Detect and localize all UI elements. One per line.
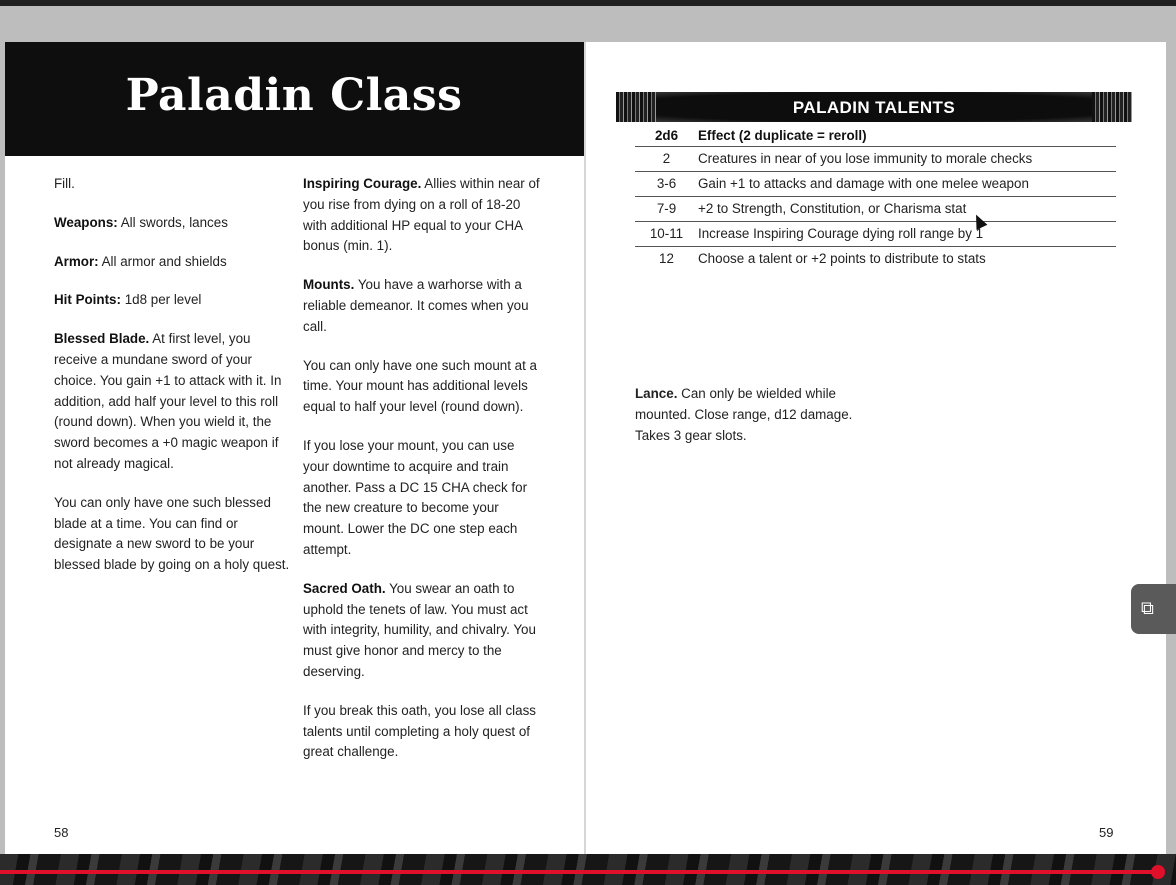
roll-cell: 10-11 bbox=[635, 222, 698, 247]
page-number: 59 bbox=[1099, 825, 1114, 840]
roll-column-header: 2d6 bbox=[635, 126, 698, 147]
left-page bbox=[5, 42, 585, 854]
page-number: 58 bbox=[54, 825, 69, 840]
table-row bbox=[635, 247, 1116, 272]
effect-cell: Choose a talent or +2 points to distribute to stats bbox=[698, 251, 986, 266]
paragraph: If you break this oath, you lose all class talents until completing a holy quest of great challenge. bbox=[303, 702, 536, 760]
talents-heading: PALADIN TALENTS bbox=[792, 98, 956, 117]
video-progress-bar[interactable] bbox=[0, 870, 1158, 874]
roll-cell: 3-6 bbox=[635, 172, 698, 197]
roll-cell: 2 bbox=[635, 147, 698, 172]
paragraph: If you lose your mount, you can use your downtime to acquire and train another. Pass a DC 15 CHA check for the new creature to become your mount. Lower the DC one step each attempt. bbox=[303, 437, 528, 557]
paragraph: Armor: All armor and shields bbox=[54, 253, 227, 269]
table-row bbox=[635, 147, 1116, 172]
left-column-1 bbox=[54, 174, 290, 594]
talents-banner bbox=[616, 92, 1132, 122]
roll-cell: 12 bbox=[659, 251, 674, 266]
paragraph: Inspiring Courage. Allies within near of you rise from dying on a roll of 18-20 with additional HP equal to your CHA bonus (min. 1). bbox=[303, 176, 540, 254]
paragraph: Mounts. You have a warhorse with a reliable demeanor. It comes when you call. bbox=[303, 277, 529, 334]
table-header-row bbox=[635, 126, 1116, 147]
roll-cell: 7-9 bbox=[635, 197, 698, 222]
effect-cell: Creatures in near of you lose immunity to morale checks bbox=[698, 147, 1116, 172]
miniplayer-icon: ⧉ bbox=[1141, 598, 1154, 618]
effect-column-header: Effect (2 duplicate = reroll) bbox=[698, 126, 1116, 147]
talents-table bbox=[635, 126, 1116, 271]
paragraph: Weapons: All swords, lances bbox=[54, 214, 228, 230]
title-banner bbox=[5, 42, 597, 156]
paragraph: Sacred Oath. You swear an oath to uphold the tenets of law. You must act with integrity, humility, and chivalry. You must give honor and mercy to the deserving. bbox=[303, 580, 536, 679]
effect-cell: +2 to Strength, Constitution, or Charisma stat bbox=[698, 197, 1116, 222]
right-page bbox=[586, 42, 1166, 854]
paragraph: Fill. bbox=[54, 176, 75, 191]
effect-cell: Increase Inspiring Courage dying roll range by 1 bbox=[698, 222, 1116, 247]
paragraph: You can only have one such mount at a time. Your mount has additional levels equal to half your level (round down). bbox=[303, 357, 538, 415]
paragraph: You can only have one such blessed blade at a time. You can find or designate a new sword to be your blessed blade by going on a holy quest. bbox=[54, 494, 290, 573]
paragraph: Hit Points: 1d8 per level bbox=[54, 292, 202, 308]
paragraph: Blessed Blade. At first level, you receive a mundane sword of your choice. You gain +1 to attack with it. In addition, add half your level to this roll (round down). When you wield it, the sword becomes a +0 magic weapon if not already magical. bbox=[54, 331, 282, 471]
left-column-2 bbox=[303, 174, 541, 781]
page-title: Paladin Class bbox=[125, 70, 463, 121]
table-row bbox=[635, 172, 1116, 197]
table-row bbox=[635, 197, 1116, 222]
table-row bbox=[635, 222, 1116, 247]
lance-text: Can only be wielded while mounted. Close range, d12 damage. Takes 3 gear slots. bbox=[635, 386, 853, 443]
lance-entry bbox=[635, 384, 875, 446]
lance-label: Lance. bbox=[635, 386, 678, 401]
effect-cell: Gain +1 to attacks and damage with one melee weapon bbox=[698, 172, 1116, 197]
miniplayer-button[interactable] bbox=[1131, 584, 1176, 634]
